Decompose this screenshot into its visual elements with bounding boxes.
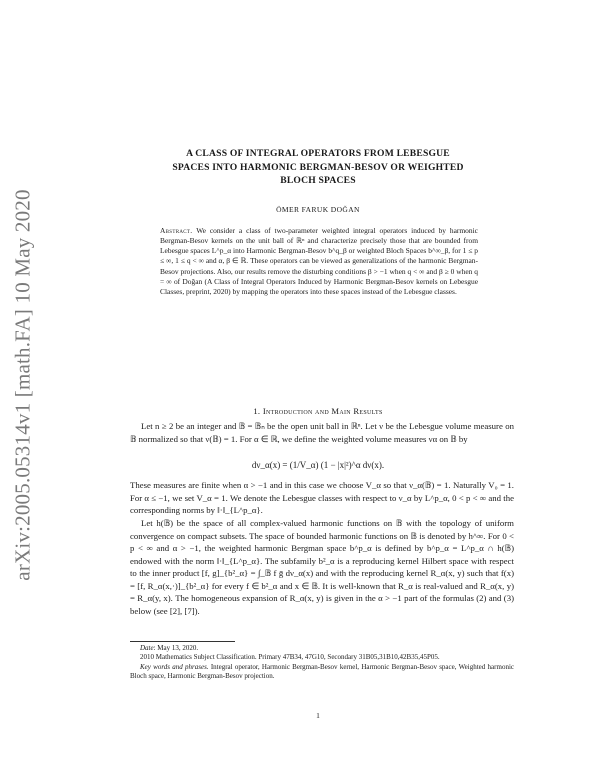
arxiv-identifier-sidebar [6,170,40,600]
arxiv-identifier: arXiv:2005.05314v1 [math.FA] 10 May 2020 [10,189,35,581]
title-line: SPACES INTO HARMONIC BERGMAN-BESOV OR WEIGHTED [172,161,464,173]
paragraph-intro: Let n ≥ 2 be an integer and 𝔹 = 𝔹ₙ be the open unit ball in ℝⁿ. Let ν be the Lebesgue volume measure on 𝔹 normalized so that ν(𝔹) = 1. For α ∈ ℝ, we define the weighted volume measures να on 𝔹 by [130,421,514,444]
footnote-keywords-value: Integral operator, Harmonic Bergman-Besov kernel, Harmonic Bergman-Besov space, Weighted harmonic Bloch space, Harmonic Bergman-Besov projection. [130,662,514,681]
footnote-date-label: Date [140,644,154,652]
abstract [160,226,478,297]
abstract-text: We consider a class of two-parameter weighted integral operators induced by harmonic Bergman-Besov kernels on the unit ball of ℝⁿ and characterize precisely those that are bounded from Lebesgue spaces L^p_α into Harmonic Bergman-Besov b^q_β or weighted Bloch Spaces b^∞_β, for 1 ≤ p ≤ ∞, 1 ≤ q < ∞ and α, β ∈ ℝ. These operators can be viewed as generalizations of the harmonic Bergman-Besov projections. Also, our results remove the disturbing conditions β > −1 when q < ∞ and β ≥ 0 when q = ∞ of Doğan (A Class of Integral Operators Induced by Harmonic Bergman-Besov kernels on Lebesgue Classes, preprint, 2020) by mapping the operators into these spaces instead of the Lebesgue classes. [160,226,478,296]
section-heading: 1. Introduction and Main Results [253,406,383,416]
footnote-keywords-label: Key words and phrases. [140,662,209,671]
footnote-keywords [130,663,514,682]
abstract-label: Abstract. [160,226,193,235]
footnote-rule [130,641,235,642]
page-number: 1 [316,711,320,720]
author-name: ÖMER FARUK DOĞAN [276,205,360,214]
footnotes [130,644,514,682]
footnote-msc: 2010 Mathematics Subject Classification. Primary 47B34, 47G10, Secondary 31B05,31B10,42B35,45P05. [140,653,440,662]
footnote-date [130,644,514,653]
footnote-date-value: : May 13, 2020. [153,644,199,652]
paper-title [122,147,514,188]
title-line: BLOCH SPACES [280,175,356,186]
title-line: A CLASS OF INTEGRAL OPERATORS FROM LEBESGUE [186,148,450,159]
equation-weighted-measure: dν_α(x) = (1/V_α) (1 − |x|²)^α dν(x). [251,460,385,470]
paragraph-bergman-spaces: Let h(𝔹) be the space of all complex-valued harmonic functions on 𝔹 with the topology of uniform convergence on compact subsets. The space of bounded harmonic functions on 𝔹 is denoted by h^∞. For 0 < p < ∞ and α > −1, the weighted harmonic Bergman space b^p_α is defined by b^p_α = L^p_α ∩ h(𝔹) endowed with the norm ‖·‖_{L^p_α}. The subfamily b²_α is a reproducing kernel Hilbert space with respect to the inner product [f, g]_{b²_α} = ∫_𝔹 f ḡ dν_α(x) and with the reproducing kernel R_α(x, y) such that f(x) = [f, R_α(x,·)]_{b²_α} for every f ∈ b²_α and x ∈ 𝔹. It is well-known that R_α is real-valued and R_α(x, y) = R_α(y, x). The homogeneous expansion of R_α(x, y) is given in the α > −1 part of the formulas (2) and (3) below (see [2], [7]). [130,518,514,616]
paragraph-measures: These measures are finite when α > −1 and in this case we choose V_α so that ν_α(𝔹) = 1. Naturally V₀ = 1. For α ≤ −1, we set V_α = 1. We denote the Lebesgue classes with respect to ν_α by L^p_α, 0 < p < ∞ and the corresponding norms by ‖·‖_{L^p_α}. [130,480,514,516]
